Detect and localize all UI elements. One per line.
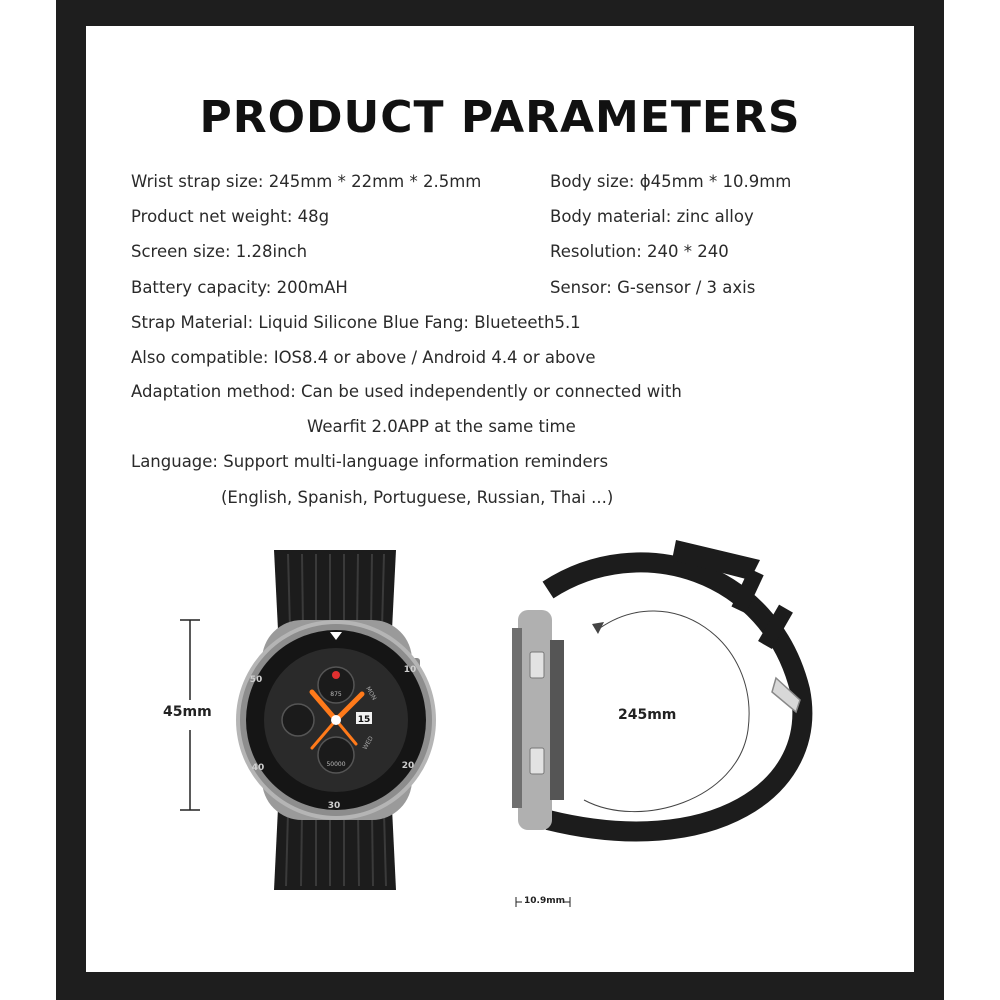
spec-language-line1: Language: Support multi-language information reminders xyxy=(131,452,609,471)
day-mark-bottom: WED xyxy=(361,735,375,751)
page-title: PRODUCT PARAMETERS xyxy=(199,92,801,143)
day-mark-top: MON xyxy=(364,685,378,702)
bezel-number-10: 10 xyxy=(403,665,417,675)
diameter-label: 45mm xyxy=(163,704,212,720)
spec-body-material: Body material: zinc alloy xyxy=(550,207,754,226)
spec-wrist-strap-size: Wrist strap size: 245mm * 22mm * 2.5mm xyxy=(131,172,482,191)
spec-sensor: Sensor: G-sensor / 3 axis xyxy=(550,278,756,297)
spec-net-weight: Product net weight: 48g xyxy=(131,207,330,226)
spec-strap-material: Strap Material: Liquid Silicone Blue Fang: Blueteeth5.1 xyxy=(131,313,581,332)
heart-rate-value: 875 xyxy=(330,691,342,698)
bezel-number-40: 40 xyxy=(251,763,265,773)
bezel-number-30: 30 xyxy=(327,801,341,811)
thickness-label: 10.9mm xyxy=(524,896,565,906)
spec-body-size: Body size: ϕ45mm * 10.9mm xyxy=(550,172,792,191)
spec-language-line2: (English, Spanish, Portuguese, Russian, Thai ...) xyxy=(221,488,614,507)
watch-front-image xyxy=(226,550,446,890)
watch-side-image xyxy=(500,530,830,870)
spec-adaptation-line2: Wearfit 2.0APP at the same time xyxy=(307,417,576,436)
spec-adaptation-line1: Adaptation method: Can be used independently or connected with xyxy=(131,382,682,401)
steps-value: 50000 xyxy=(326,761,346,768)
spec-battery: Battery capacity: 200mAH xyxy=(131,278,348,297)
strap-length-label: 245mm xyxy=(618,707,677,723)
bezel-number-50: 50 xyxy=(249,675,263,685)
spec-compatible: Also compatible: IOS8.4 or above / Android 4.4 or above xyxy=(131,348,596,367)
date-value: 15 xyxy=(357,715,371,725)
spec-screen-size: Screen size: 1.28inch xyxy=(131,242,308,261)
spec-resolution: Resolution: 240 * 240 xyxy=(550,242,729,261)
bezel-number-20: 20 xyxy=(401,761,415,771)
